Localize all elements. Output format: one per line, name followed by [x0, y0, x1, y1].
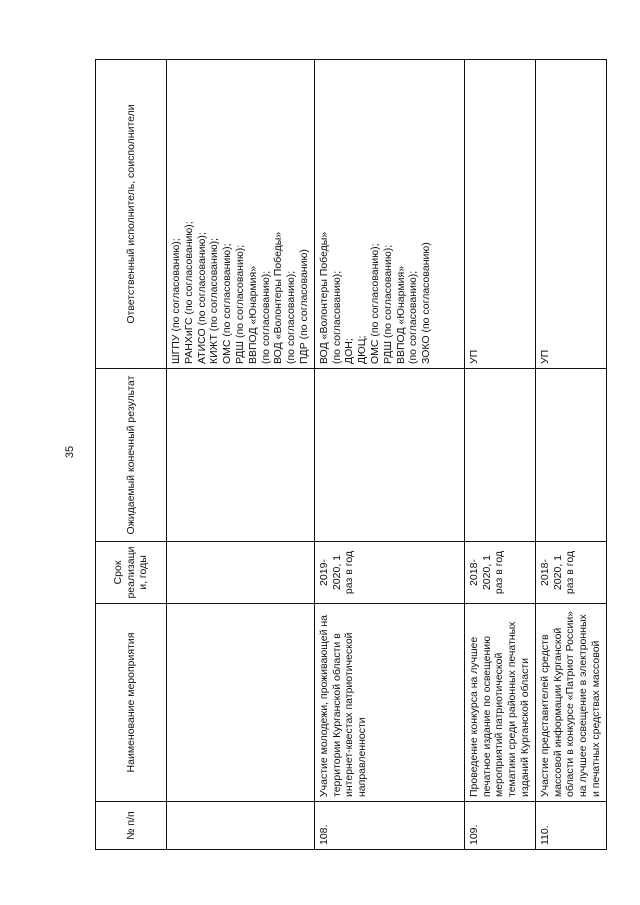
executor-line: (по согласованию);: [407, 270, 420, 364]
row-name: Участие молодежи, проживающей на территории Курганской области в интернет-квестах патриотической направленности: [314, 604, 464, 802]
row-result: [167, 369, 315, 542]
executor-line: ДЮЦ;: [356, 335, 369, 364]
table-row: [167, 60, 315, 850]
executor-line: (по согласованию);: [330, 270, 343, 364]
row-period: [167, 542, 315, 604]
executor-line: УП: [467, 349, 480, 364]
row-period: 2018-2020, 1 раз в год: [535, 542, 606, 604]
table-row: [464, 60, 535, 850]
header-row: [96, 60, 167, 850]
row-result: [464, 369, 535, 542]
executor-line: КИЖТ (по согласованию);: [208, 238, 221, 364]
header-executor: Ответственный исполнитель, соисполнители: [96, 60, 167, 369]
events-table: [95, 59, 607, 850]
executor-line: ВОД «Волонтеры Победы»: [272, 231, 285, 364]
executor-line: ШГПУ (по согласованию);: [170, 238, 182, 364]
executor-line: ВВПОД «Юнармия»: [246, 265, 259, 364]
executor-line: УП: [538, 349, 551, 364]
row-num: 108.: [314, 802, 464, 850]
executor-line: РДШ (по согласованию);: [233, 244, 246, 364]
header-result: Ожидаемый конечный результат: [96, 369, 167, 542]
table-header: [96, 60, 167, 850]
row-num: 110.: [535, 802, 606, 850]
executor-line: ОМС (по согласованию);: [368, 243, 381, 364]
row-num: [167, 802, 315, 850]
row-executor: [167, 60, 315, 369]
row-executor: [464, 60, 535, 369]
table-body: [167, 60, 607, 850]
row-executor: [535, 60, 606, 369]
executor-line: (по согласованию);: [285, 270, 298, 364]
row-num: 109.: [464, 802, 535, 850]
document-sheet: [95, 60, 602, 850]
row-executor: [314, 60, 464, 369]
header-period: Срок реализации, годы: [96, 542, 167, 604]
row-period: 2018-2020, 1 раз в год: [464, 542, 535, 604]
executor-line: РАНХиГС (по согласованию);: [182, 221, 195, 364]
row-name: Проведение конкурса на лучшее печатное издание по освещению мероприятий патриотической тематики среди районных печатных изданий Курганской области: [464, 604, 535, 802]
executor-line: АТИСО (по согласованию);: [195, 232, 208, 364]
row-result: [314, 369, 464, 542]
page-number: 35: [64, 445, 76, 459]
table-row: [314, 60, 464, 850]
row-name: Участие представителей средств массовой информации Курганской области в конкурсе «Патриот России» на лучшее освещение в электронных и печатных средствах массовой: [535, 604, 606, 802]
table-row: [535, 60, 606, 850]
row-period: 2019-2020, 1 раз в год: [314, 542, 464, 604]
header-num: № п/п: [96, 802, 167, 850]
row-name: [167, 604, 315, 802]
executor-line: ДОН;: [343, 338, 356, 364]
executor-line: ОМС (по согласованию);: [221, 243, 234, 364]
executor-line: ВОД «Волонтеры Победы»: [317, 231, 330, 364]
executor-line: (по согласованию);: [259, 270, 272, 364]
rotated-table-wrapper: [95, 60, 602, 850]
executor-line: ЗОКО (по согласованию): [420, 242, 433, 364]
executor-line: ПДР (по согласованию): [297, 249, 310, 364]
header-name: Наименование мероприятия: [96, 604, 167, 802]
executor-line: РДШ (по согласованию);: [381, 244, 394, 364]
row-result: [535, 369, 606, 542]
executor-line: ВВПОД «Юнармия»: [394, 265, 407, 364]
